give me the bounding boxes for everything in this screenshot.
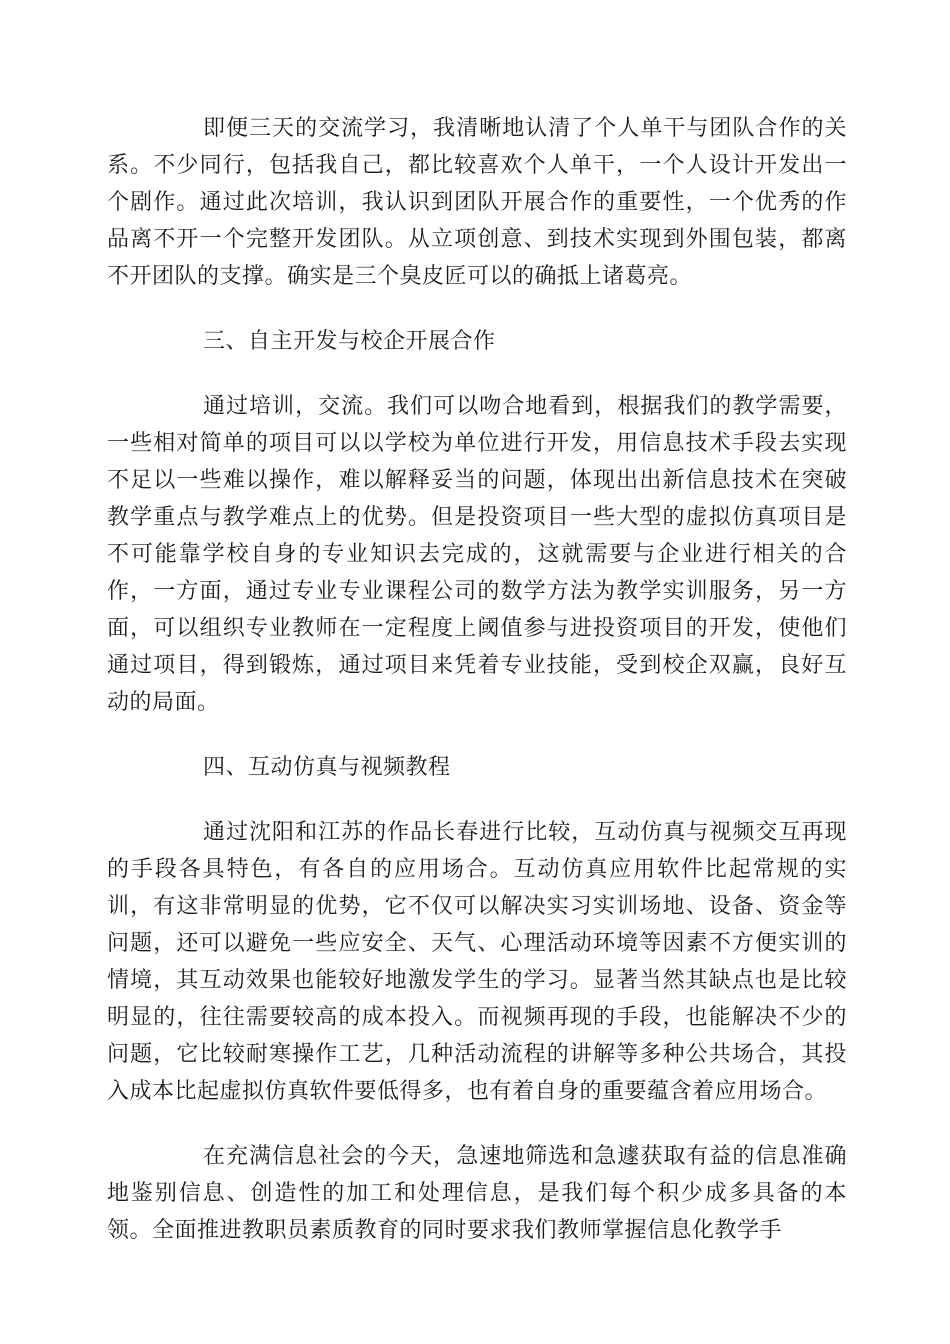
section-heading-4: 四、互动仿真与视频教程	[203, 755, 451, 780]
paragraph-simulation-video: 通过沈阳和江苏的作品长春进行比较，互动仿真与视频交互再现的手段各具特色，有各自的应用场合。互动仿真应用软件比起常规的实训，有这非常明显的优势，它不仅可以解决实习实训场地、设备、资金等问题，还可以避免一些应安全、天气、心理活动环境等因素不方便实训的情境，其互动效果也能较好地激发学生的学习。显著当然其缺点也是比较明显的，往往需要较高的成本投入。而视频再现的手段，也能解决不少的问题，它比较耐寒操作工艺，几种活动流程的讲解等多种公共场合，其投入成本比起虚拟仿真软件要低得多，也有着自身的重要蕴含着应用场合。	[107, 820, 847, 1104]
section-heading-3: 三、自主开发与校企开展合作	[203, 329, 496, 354]
paragraph-team-cooperation: 即便三天的交流学习，我清晰地认清了个人单干与团队合作的关系。不少同行，包括我自己，都比较喜欢个人单干，一个人设计开发出一个剧作。通过此次培训，我认识到团队开展合作的重要性，一个优秀的作品离不开一个完整开发团队。从立项创意、到技术实现到外围包装，都离不开团队的支撑。确实是三个臭皮匠可以的确抵上诸葛亮。	[107, 116, 847, 289]
paragraph-school-enterprise: 通过培训，交流。我们可以吻合地看到，根据我们的教学需要，一些相对简单的项目可以以学校为单位进行开发，用信息技术手段去实现不足以一些难以操作，难以解释妥当的问题，体现出出新信息技术在突破教学重点与教学难点上的优势。但是投资项目一些大型的虚拟仿真项目是不可能靠学校自身的专业知识去完成的，这就需要与企业进行相关的合作，一方面，通过专业专业课程公司的数学方法为教学实训服务，另一方面，可以组织专业教师在一定程度上阈值参与进投资项目的开发，使他们通过项目，得到锻炼，通过项目来凭着专业技能，受到校企双赢，良好互动的局面。	[107, 394, 847, 715]
document-body	[107, 110, 847, 1277]
paragraph-information-society: 在充满信息社会的今天，急速地筛选和急遽获取有益的信息准确地鉴别信息、创造性的加工和处理信息，是我们每个积少成多具备的本领。全面推进教职员素质教育的同时要求我们教师掌握信息化教学手	[107, 1144, 847, 1243]
